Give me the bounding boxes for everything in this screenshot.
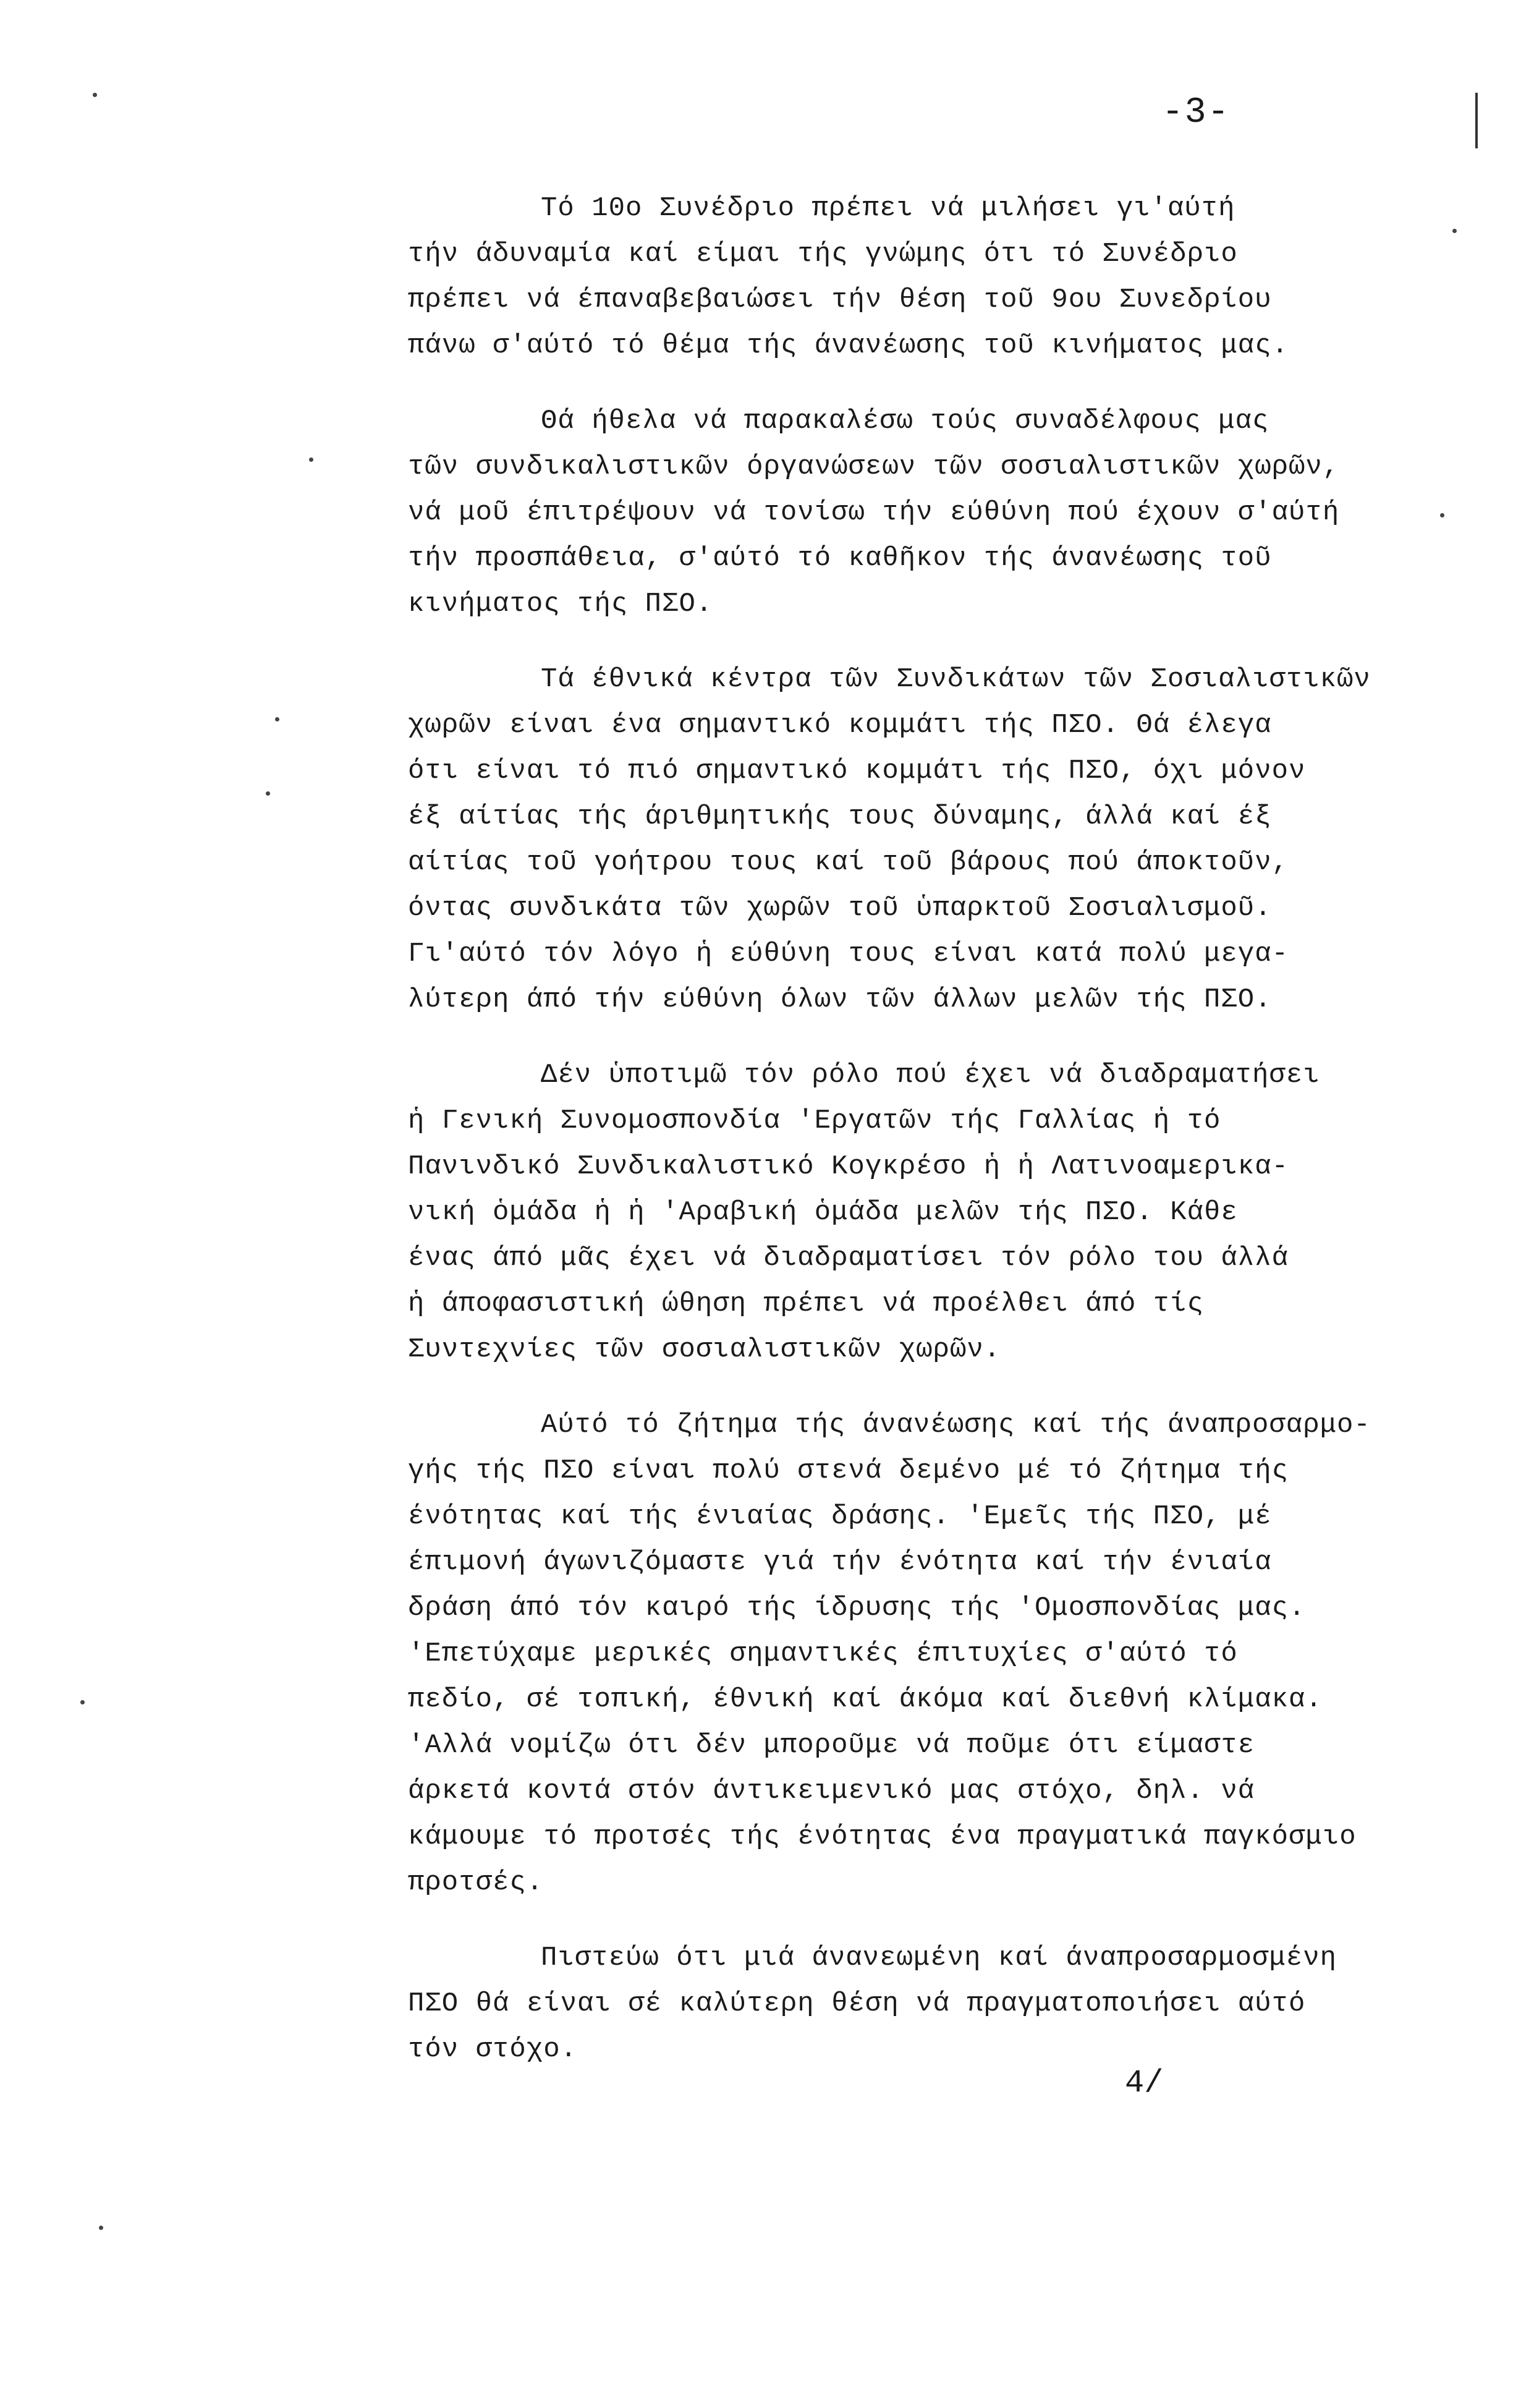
- text-line: Τά έθνικά κέντρα τῶν Συνδικάτων τῶν Σοσιαλιστικῶν: [541, 664, 1371, 695]
- text-line: ἡ άποφασιστική ώθηση πρέπει νά προέλθει άπό τίς: [408, 1288, 1205, 1319]
- text-line: έξ αίτίας τής άριθμητικής τους δύναμης, άλλά καί έξ: [408, 801, 1272, 832]
- text-line: ένότητας καί τής ένιαίας δράσης. 'Εμεῖς τής ΠΣΟ, μέ: [408, 1501, 1272, 1532]
- text-line: όντας συνδικάτα τῶν χωρῶν τοῦ ὑπαρκτοῦ Σοσιαλισμοῦ.: [408, 893, 1272, 924]
- text-line: Πανινδικό Συνδικαλιστικό Κογκρέσο ἡ ἡ Λατινοαμερικα-: [408, 1151, 1289, 1182]
- text-line: τῶν συνδικαλιστικῶν όργανώσεων τῶν σοσιαλιστικῶν χωρῶν,: [408, 451, 1340, 482]
- text-line: ένας άπό μᾶς έχει νά διαδραματίσει τόν ρόλο του άλλά: [408, 1243, 1289, 1274]
- edge-mark: [1475, 93, 1478, 148]
- text-line: τήν προσπάθεια, σ'αύτό τό καθῆκον τής άνανέωσης τοῦ: [408, 543, 1272, 574]
- text-line: χωρῶν είναι ένα σημαντικό κομμάτι τής ΠΣΟ. Θά έλεγα: [408, 710, 1272, 741]
- document-body: [408, 185, 1471, 2072]
- scan-speck: [266, 791, 270, 796]
- scan-speck: [1440, 513, 1444, 517]
- text-line: Αύτό τό ζήτημα τής άνανέωσης καί τής άναπροσαρμο-: [541, 1410, 1371, 1440]
- scan-speck: [309, 457, 313, 462]
- paragraph-6: [408, 1935, 1471, 2072]
- scan-speck: [93, 93, 97, 97]
- scan-speck: [80, 1700, 85, 1704]
- text-line: αίτίας τοῦ γοήτρου τους καί τοῦ βάρους πού άποκτοῦν,: [408, 847, 1289, 878]
- text-line: Τό 10ο Συνέδριο πρέπει νά μιλήσει γι'αύτή: [541, 193, 1235, 224]
- text-line: Θά ήθελα νά παρακαλέσω τούς συναδέλφους μας: [541, 406, 1269, 436]
- text-line: έπιμονή άγωνιζόμαστε γιά τήν ένότητα καί τήν ένιαία: [408, 1547, 1272, 1578]
- page-number: -3-: [1162, 93, 1231, 133]
- continuation-marker: 4/: [1125, 2065, 1164, 2101]
- paragraph-2: [408, 398, 1471, 627]
- scan-speck: [275, 717, 279, 721]
- text-line: 'Αλλά νομίζω ότι δέν μποροῦμε νά ποῦμε ότι είμαστε: [408, 1730, 1255, 1761]
- text-line: πρέπει νά έπαναβεβαιώσει τήν θέση τοῦ 9ου Συνεδρίου: [408, 284, 1272, 315]
- paragraph-4: [408, 1052, 1471, 1372]
- scan-speck: [1452, 229, 1457, 233]
- text-line: προτσές.: [408, 1867, 544, 1898]
- text-line: γής τής ΠΣΟ είναι πολύ στενά δεμένο μέ τό ζήτημα τής: [408, 1455, 1289, 1486]
- text-line: τόν στόχο.: [408, 2034, 578, 2065]
- paragraph-3: [408, 657, 1471, 1023]
- text-line: κινήματος τής ΠΣΟ.: [408, 589, 713, 619]
- text-line: άρκετά κοντά στόν άντικειμενικό μας στόχο, δηλ. νά: [408, 1776, 1255, 1806]
- text-line: πεδίο, σέ τοπική, έθνική καί άκόμα καί διεθνή κλίμακα.: [408, 1684, 1323, 1715]
- text-line: πάνω σ'αύτό τό θέμα τής άνανέωσης τοῦ κινήματος μας.: [408, 330, 1289, 361]
- text-line: Συντεχνίες τῶν σοσιαλιστικῶν χωρῶν.: [408, 1334, 1001, 1365]
- text-line: τήν άδυναμία καί είμαι τής γνώμης ότι τό Συνέδριο: [408, 239, 1238, 270]
- scan-speck: [99, 2226, 103, 2230]
- text-line: λύτερη άπό τήν εύθύνη όλων τῶν άλλων μελῶν τής ΠΣΟ.: [408, 984, 1272, 1015]
- text-line: Πιστεύω ότι μιά άνανεωμένη καί άναπροσαρμοσμένη: [541, 1942, 1337, 1973]
- paragraph-5: [408, 1402, 1471, 1905]
- text-line: ΠΣΟ θά είναι σέ καλύτερη θέση νά πραγματοποιήσει αύτό: [408, 1988, 1306, 2019]
- text-line: νική ὁμάδα ἡ ἡ 'Αραβική ὁμάδα μελῶν τής ΠΣΟ. Κάθε: [408, 1197, 1238, 1228]
- text-line: Γι'αύτό τόν λόγο ἡ εύθύνη τους είναι κατά πολύ μεγα-: [408, 938, 1289, 969]
- text-line: νά μοῦ έπιτρέψουν νά τονίσω τήν εύθύνη πού έχουν σ'αύτή: [408, 497, 1340, 528]
- text-line: κάμουμε τό προτσές τής ένότητας ένα πραγματικά παγκόσμιο: [408, 1821, 1357, 1852]
- text-line: δράση άπό τόν καιρό τής ίδρυσης τής 'Ομοσπονδίας μας.: [408, 1593, 1306, 1623]
- text-line: 'Επετύχαμε μερικές σημαντικές έπιτυχίες σ'αύτό τό: [408, 1638, 1238, 1669]
- text-line: ότι είναι τό πιό σημαντικό κομμάτι τής ΠΣΟ, όχι μόνον: [408, 755, 1306, 786]
- text-line: ἡ Γενική Συνομοσπονδία 'Εργατῶν τής Γαλλίας ἡ τό: [408, 1105, 1221, 1136]
- text-line: Δέν ὑποτιμῶ τόν ρόλο πού έχει νά διαδραματήσει: [541, 1060, 1320, 1091]
- paragraph-1: [408, 185, 1471, 368]
